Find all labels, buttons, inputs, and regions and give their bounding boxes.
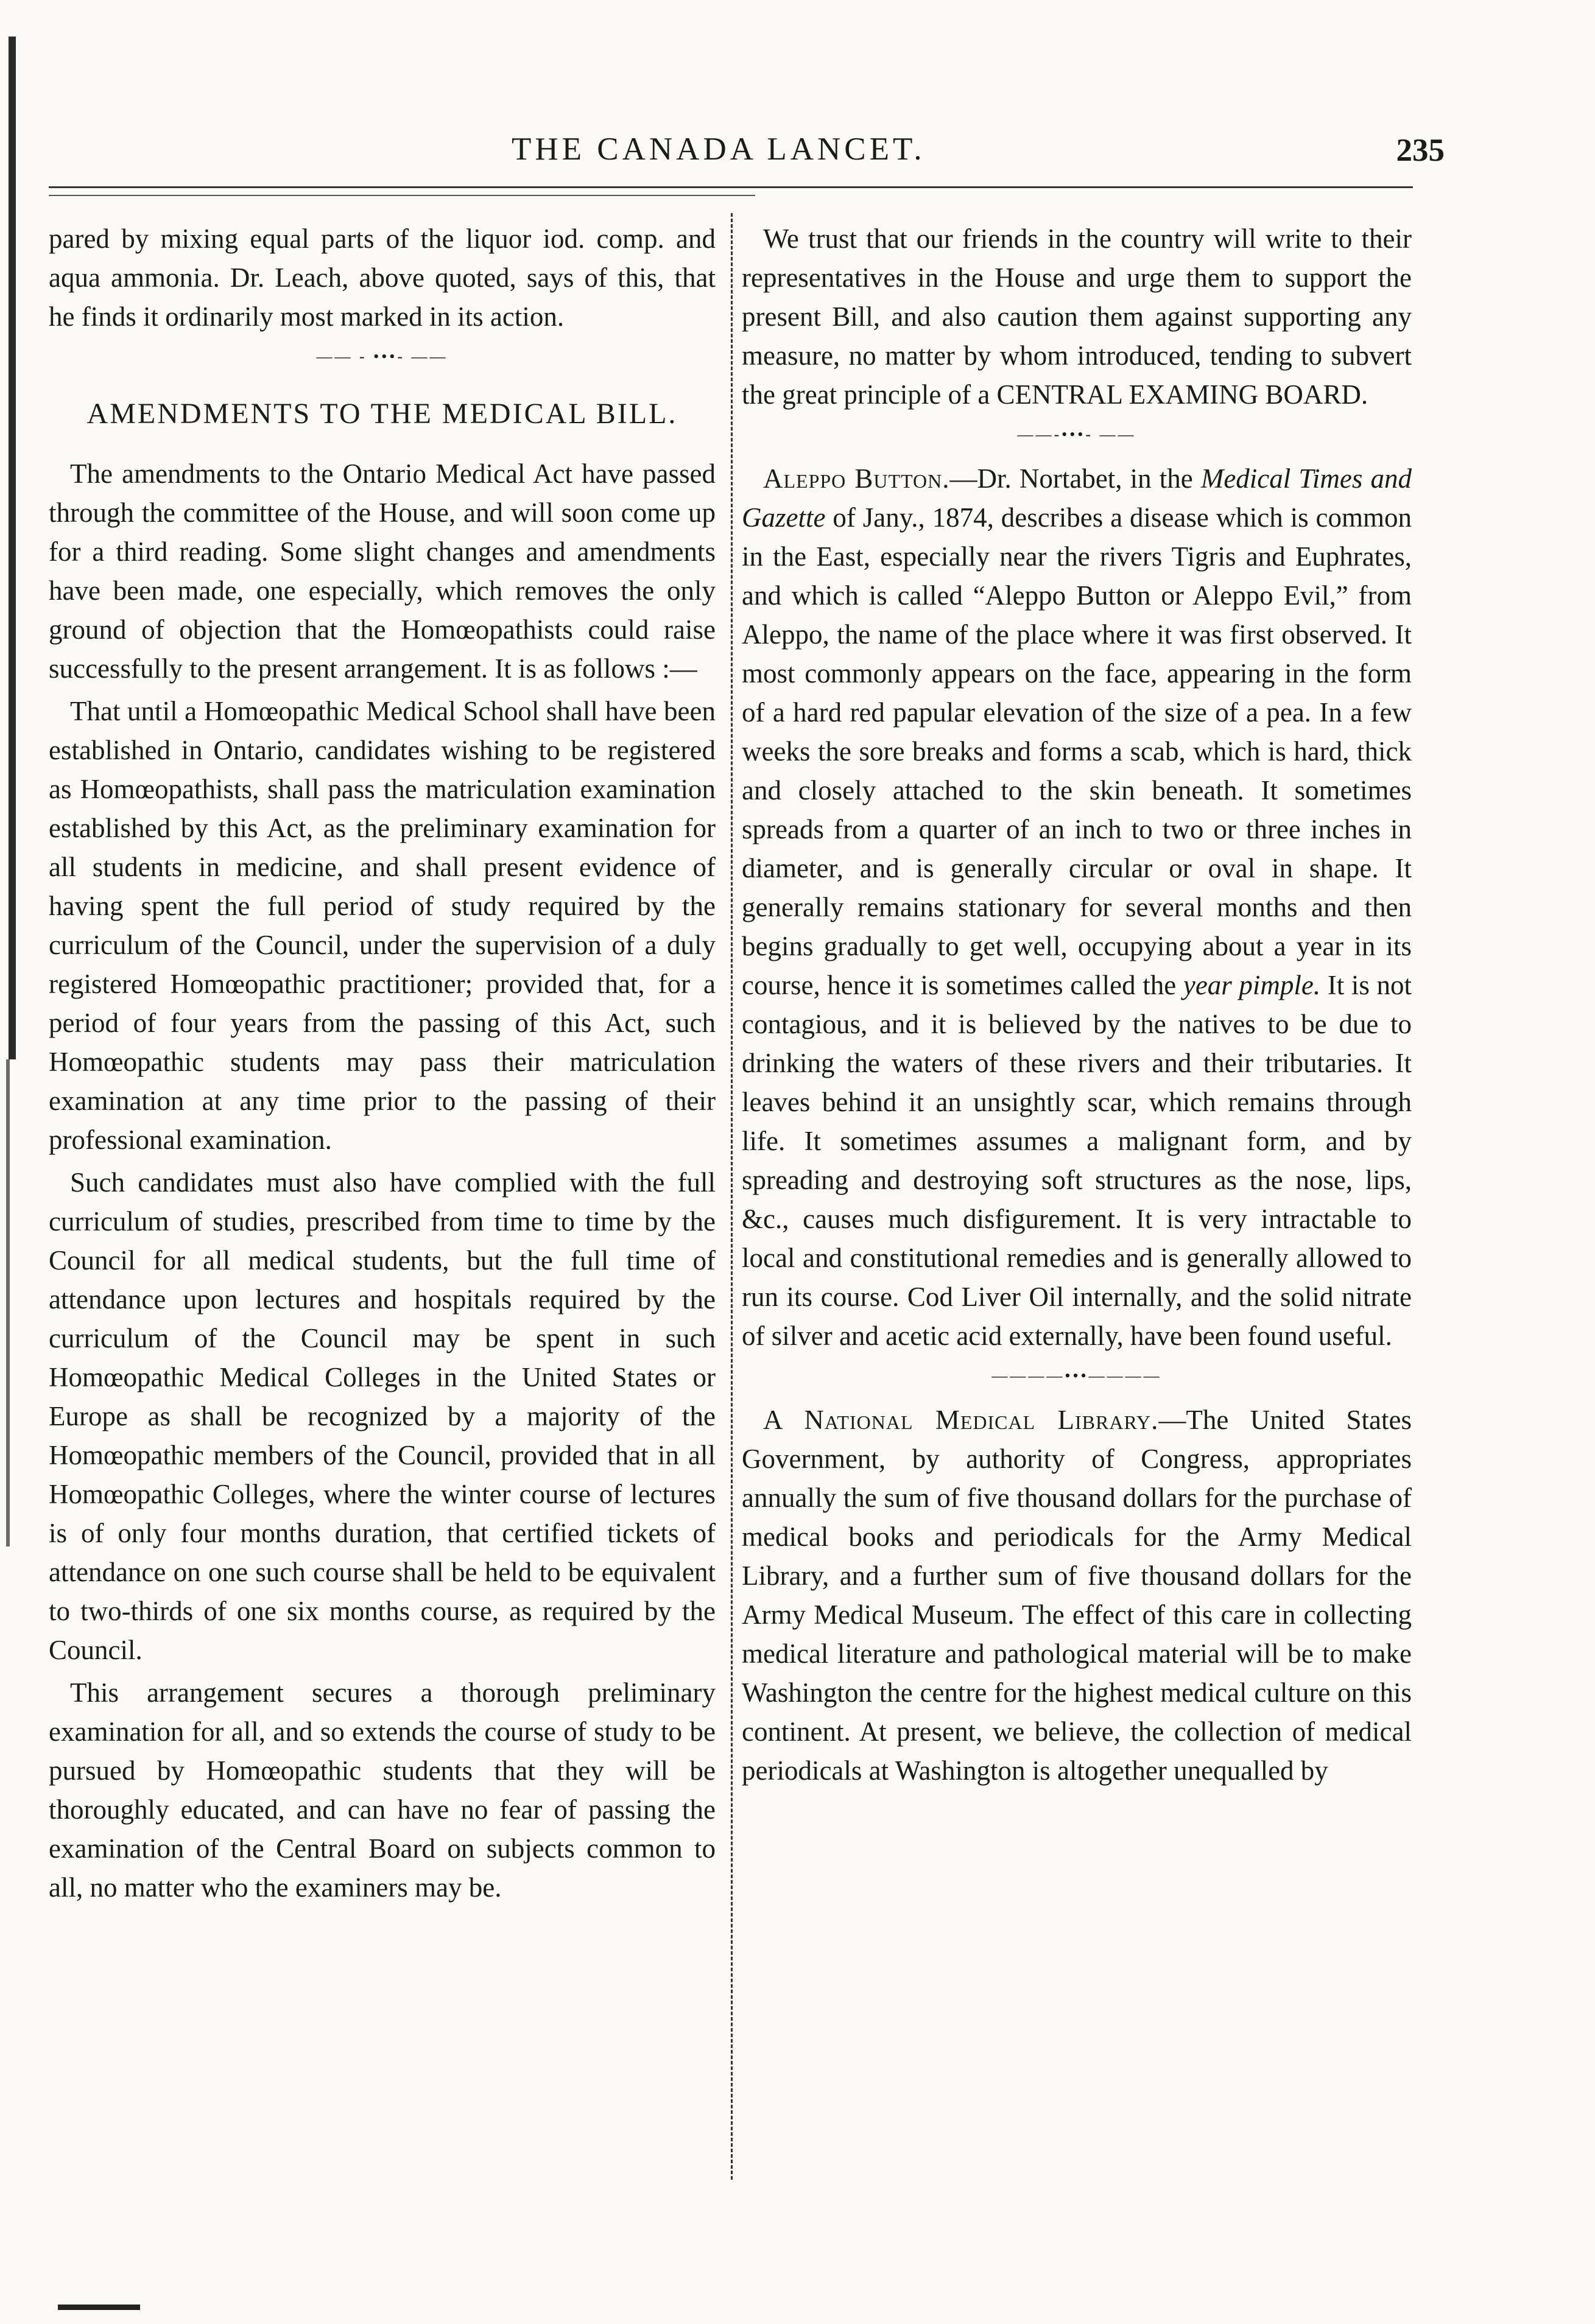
aleppo-text-2: of Jany., 1874, describes a disease which is common in the East, especially near the rivers Tigris and Euphrates, and which is called “Aleppo Button or Aleppo Evil,” from Aleppo, the name of the place where it was first observed. It most commonly appears on the face, appearing in the form of a hard red papular elevation of the size of a pea. In a few weeks the sore breaks and forms a scab, which is hard, thick and closely attached to the skin beneath. It sometimes spreads from a quarter of an inch to two or three inches in diameter, and is generally circular or oval in shape. It generally remains stationary for several months and then begins gradually to get well, occupying about a year in its course, hence it is sometimes called the [742, 502, 1412, 1000]
section-divider-ornament: —— - •••- —— [316, 348, 448, 365]
section-divider-ornament: ————•••———— [991, 1367, 1162, 1385]
section-divider [742, 1361, 1412, 1391]
page-number: 235 [1396, 133, 1445, 168]
right-column [742, 219, 1412, 1794]
header-rule-secondary [49, 195, 755, 196]
article-paragraph: The amendments to the Ontario Medical Act have passed through the committee of the House, and will soon come up for a third reading. Some slight changes and amendments have been made, one especially, which removes the only ground of objection that the Homœopathists could raise successfully to the present arrangement. It is as follows :— [49, 458, 716, 684]
column-divider [731, 213, 733, 2180]
article-paragraph: Such candidates must also have complied with the full curriculum of studies, prescribed from time to time by the Council for all medical students, but the full time of attendance upon lectures and hospitals required by the curriculum of the Council may be spent in such Homœopathic Medical Colleges in the United States or Europe as shall be recognized by a majority of the Homœopathic members of the Council, provided that in all Homœopathic Colleges, where the winter course of lectures is of only four months duration, that certified tickets of attendance on one such course shall be held to be equivalent to two-thirds of one six months course, as required by the Council. [49, 1167, 716, 1665]
aleppo-text-1: —Dr. Nortabet, in the [949, 463, 1201, 494]
aleppo-text-3: It is not contagious, and it is believed by the natives to be due to drinking the waters of these rivers and their tributaries. It leaves behind it an unsightly scar, which remains through life. It sometimes assumes a malignant form, and by spreading and destroying soft structures as the nose, lips, &c., causes much disfigurement. It is very intractable to local and constitutional remedies and is generally allowed to run its course. Cod Liver Oil internally, and the solid nitrate of silver and acetic acid externally, have been found useful. [742, 970, 1412, 1351]
header-rule [49, 186, 1413, 188]
continued-paragraph: pared by mixing equal parts of the liquor iod. comp. and aqua ammonia. Dr. Leach, above quoted, says of this, that he finds it ordinarily most marked in its action. [49, 223, 716, 332]
running-head: THE CANADA LANCET. [512, 132, 926, 167]
library-text: —The United States Government, by authority of Congress, appropriates annually the sum of five thousand dollars for the purchase of medical books and periodicals for the Army Medical Library, and a further sum of five thousand dollars for the Army Medical Museum. The effect of this care in collecting medical literature and pathological material will be to make Washington the centre for the highest medical culture on this continent. At present, we believe, the collection of medical periodicals at Washington is altogether unequalled by [742, 1405, 1412, 1786]
aleppo-term: year pimple. [1183, 970, 1321, 1000]
article-paragraph: That until a Homœopathic Medical School shall have been established in Ontario, candidates wishing to be registered as Homœopathists, shall pass the matriculation examination established by this Act, as the preliminary examination for all students in medicine, and shall present evidence of having spent the full period of study required by the curriculum of the Council, under the supervision of a duly registered Homœopathic practitioner; provided that, for a period of four years from the passing of this Act, such Homœopathic students may pass their matriculation examination at any time prior to the passing of their professional examination. [49, 696, 716, 1155]
section-divider [742, 420, 1412, 449]
article-heading: AMENDMENTS TO THE MEDICAL BILL. [86, 398, 678, 430]
binding-edge-lower [6, 1059, 10, 1546]
library-lead: A National Medical Library. [763, 1405, 1159, 1435]
page-edge-mark [58, 2305, 140, 2310]
binding-edge [9, 37, 16, 1059]
page-header [49, 131, 1445, 186]
section-divider-ornament: ——-•••- —— [1017, 426, 1136, 443]
section-divider [49, 342, 716, 371]
article-paragraph: We trust that our friends in the country will write to their representatives in the House and urge them to support the present Bill, and also caution them against supporting any measure, no matter by whom introduced, tending to subvert the great principle of a CENTRAL EXAMING BOARD. [742, 223, 1412, 410]
article-paragraph: This arrangement secures a thorough preliminary examination for all, and so extends the course of study to be pursued by Homœopathic students that they will be thoroughly educated, and can have no fear of passing the examination of the Central Board on subjects common to all, no matter who the examiners may be. [49, 1677, 716, 1903]
journal-title: Medical Times and Gazette [742, 463, 1412, 533]
aleppo-lead: Aleppo Button. [763, 463, 950, 494]
library-paragraph [742, 1400, 1412, 1790]
aleppo-button-paragraph [742, 459, 1412, 1355]
left-column [49, 219, 716, 1911]
